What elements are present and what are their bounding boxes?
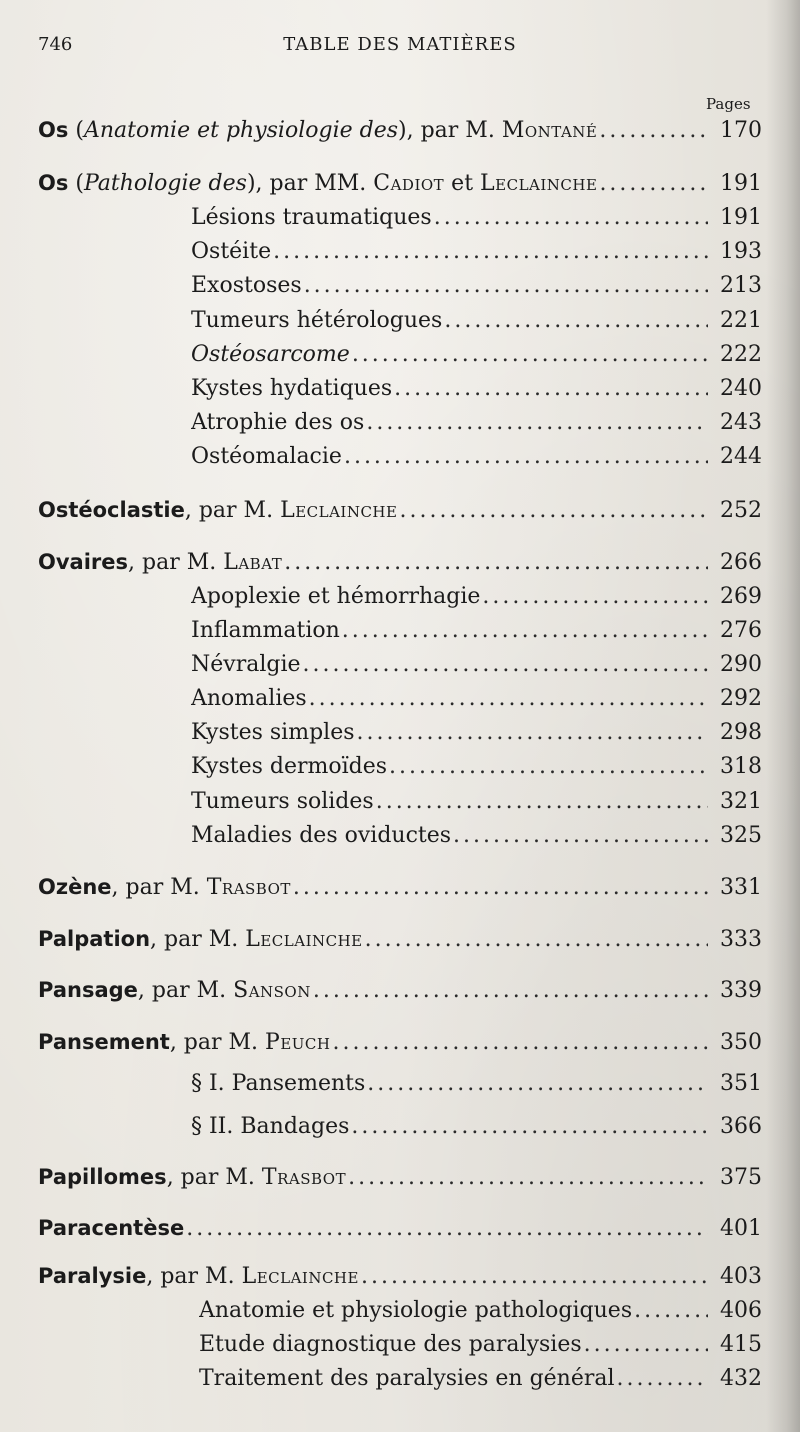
toc-subentry[interactable] xyxy=(191,372,762,406)
toc-entry[interactable] xyxy=(38,1259,762,1293)
subentry-label: § II. Bandages xyxy=(191,1114,350,1139)
page-ref: 401 xyxy=(720,1216,762,1241)
dot-leader xyxy=(361,1260,708,1294)
entry-text-post: , par M. xyxy=(128,550,224,575)
page-ref: 292 xyxy=(720,686,762,711)
subentry-label: § I. Pansements xyxy=(191,1071,366,1096)
subentry-label: Anomalies xyxy=(191,686,307,711)
entry-text xyxy=(38,1259,359,1294)
dot-leader xyxy=(367,1067,708,1101)
toc-entry[interactable] xyxy=(38,113,762,147)
page-ref: 191 xyxy=(720,171,762,196)
entry-text xyxy=(38,1211,184,1246)
toc-entry[interactable] xyxy=(38,870,762,904)
entry-text xyxy=(191,1067,365,1101)
dot-leader xyxy=(309,682,708,716)
entry-text xyxy=(38,870,291,905)
dot-leader xyxy=(313,974,708,1008)
entry-author: Trasbot xyxy=(261,1165,347,1190)
toc-entry[interactable] xyxy=(38,1025,762,1059)
dot-leader xyxy=(599,167,708,201)
dot-leader xyxy=(365,923,708,957)
page-ref: 276 xyxy=(720,618,762,643)
subentry-label: Kystes simples xyxy=(191,720,355,745)
toc-subentry[interactable] xyxy=(191,580,762,614)
page-ref: 266 xyxy=(720,550,762,575)
entry-text xyxy=(191,819,451,853)
entry-text xyxy=(38,166,597,201)
page-ref: 290 xyxy=(720,652,762,677)
toc-subentry[interactable] xyxy=(191,304,762,338)
dot-leader xyxy=(599,114,708,148)
dot-leader xyxy=(389,750,708,784)
toc-entry[interactable] xyxy=(38,973,762,1007)
subentry-label: Atrophie des os xyxy=(191,410,365,435)
page-header xyxy=(38,34,762,60)
subentry-label: Exostoses xyxy=(191,273,302,298)
entry-text xyxy=(191,235,271,269)
toc-subentry[interactable] xyxy=(191,235,762,269)
entry-author: Leclainche xyxy=(245,927,363,952)
entry-text xyxy=(191,682,307,716)
page-ref: 351 xyxy=(720,1071,762,1096)
entry-title: Paralysie xyxy=(38,1264,147,1288)
entry-subject: Pathologie des xyxy=(83,171,247,196)
entry-text xyxy=(191,440,342,474)
entry-text xyxy=(199,1328,582,1362)
page-ref: 432 xyxy=(720,1366,762,1391)
toc-subentry[interactable] xyxy=(191,785,762,819)
entry-author: Peuch xyxy=(265,1030,331,1055)
toc-entry[interactable] xyxy=(38,166,762,200)
page-ref: 213 xyxy=(720,273,762,298)
subentry-label: Inflammation xyxy=(191,618,340,643)
page-ref: 415 xyxy=(720,1332,762,1357)
entry-title: Ovaires xyxy=(38,550,129,574)
toc-subentry[interactable] xyxy=(191,1110,762,1144)
entry-text xyxy=(191,406,364,440)
subentry-label: Maladies des oviductes xyxy=(191,823,452,848)
entry-text xyxy=(191,1110,349,1144)
page-ref: 333 xyxy=(720,927,762,952)
toc-entry[interactable] xyxy=(38,1211,762,1245)
entry-subject: Anatomie et physiologie des xyxy=(83,118,399,143)
entry-text-post: , par M. xyxy=(146,1264,242,1289)
dot-leader xyxy=(366,406,708,440)
dot-leader xyxy=(348,1161,708,1195)
dot-leader xyxy=(482,580,708,614)
entry-text xyxy=(191,304,442,338)
entry-text xyxy=(38,493,397,528)
entry-text-post: , par M. xyxy=(169,1030,266,1055)
page-ref: 193 xyxy=(720,239,762,264)
toc-subentry[interactable] xyxy=(191,750,762,784)
entry-text-post: , par M. xyxy=(137,978,234,1003)
entry-author: Trasbot xyxy=(206,875,291,900)
dot-leader xyxy=(399,494,708,528)
toc-entry[interactable] xyxy=(38,1160,762,1194)
entry-text xyxy=(191,269,302,303)
entry-text xyxy=(191,648,301,682)
page-ref: 243 xyxy=(720,410,762,435)
page-ref: 339 xyxy=(720,978,762,1003)
page-ref: 244 xyxy=(720,444,762,469)
toc-subentry[interactable] xyxy=(199,1328,762,1362)
toc-subentry[interactable] xyxy=(191,201,762,235)
subentry-label: Etude diagnostique des paralysies xyxy=(199,1332,582,1357)
toc-subentry[interactable] xyxy=(191,406,762,440)
entry-title: Palpation xyxy=(38,927,151,951)
subentry-label: Lésions traumatiques xyxy=(191,205,432,230)
entry-text xyxy=(191,785,374,819)
toc-subentry[interactable] xyxy=(191,269,762,303)
entry-author: Leclainche xyxy=(241,1264,359,1289)
dot-leader xyxy=(444,304,708,338)
toc-entry[interactable] xyxy=(38,493,762,527)
page-ref: 191 xyxy=(720,205,762,230)
entry-text xyxy=(38,1025,330,1060)
entry-text xyxy=(191,614,340,648)
dot-leader xyxy=(351,1110,708,1144)
entry-text xyxy=(38,973,311,1008)
subentry-label: Kystes hydatiques xyxy=(191,376,393,401)
toc-subentry[interactable] xyxy=(199,1294,762,1328)
subentry-label: Kystes dermoïdes xyxy=(191,754,388,779)
subentry-label: Apoplexie et hémorrhagie xyxy=(191,584,481,609)
entry-text xyxy=(191,338,350,372)
dot-leader xyxy=(304,269,708,303)
entry-author: Leclainche xyxy=(280,498,398,523)
entry-text-post: ), par MM. xyxy=(246,171,374,196)
entry-title: Pansement xyxy=(38,1030,170,1054)
dot-leader xyxy=(376,785,708,819)
entry-text-pre: ( xyxy=(68,118,84,143)
toc-entry[interactable] xyxy=(38,545,762,579)
toc-subentry[interactable] xyxy=(199,1362,762,1396)
entry-text xyxy=(199,1362,615,1396)
dot-leader xyxy=(273,235,708,269)
page-ref: 170 xyxy=(720,118,762,143)
page-ref: 325 xyxy=(720,823,762,848)
toc-subentry[interactable] xyxy=(191,682,762,716)
running-title: TABLE DES MATIÈRES xyxy=(283,34,517,55)
page-ref: 403 xyxy=(720,1264,762,1289)
entry-text xyxy=(191,580,480,614)
entry-text xyxy=(191,750,387,784)
entry-author: Cadiot xyxy=(373,171,445,196)
page-ref: 406 xyxy=(720,1298,762,1323)
page-ref: 321 xyxy=(720,789,762,814)
entry-title: Os xyxy=(38,171,69,195)
page-ref: 366 xyxy=(720,1114,762,1139)
entry-title: Ozène xyxy=(38,875,112,899)
dot-leader xyxy=(394,372,708,406)
page-ref: 375 xyxy=(720,1165,762,1190)
entry-text xyxy=(38,545,282,580)
entry-text-post: , par M. xyxy=(150,927,246,952)
page-ref: 221 xyxy=(720,308,762,333)
page-ref: 331 xyxy=(720,875,762,900)
dot-leader xyxy=(357,716,708,750)
pages-column-label: Pages xyxy=(706,95,751,113)
dot-leader xyxy=(352,338,708,372)
toc-subentry[interactable] xyxy=(191,440,762,474)
toc-entry[interactable] xyxy=(38,922,762,956)
entry-title: Papillomes xyxy=(38,1165,167,1189)
page-ref: 350 xyxy=(720,1030,762,1055)
entry-author: Labat xyxy=(223,550,283,575)
subentry-label: Ostéite xyxy=(191,239,272,264)
entry-text xyxy=(191,372,392,406)
entry-text-post: , par M. xyxy=(184,498,281,523)
entry-title: Pansage xyxy=(38,978,138,1002)
subentry-label: Ostéosarcome xyxy=(191,342,350,367)
entry-title: Ostéoclastie xyxy=(38,498,185,522)
subentry-label: Traitement des paralysies en général xyxy=(199,1366,615,1391)
dot-leader xyxy=(186,1212,708,1246)
entry-text xyxy=(38,922,363,957)
entry-text-post: ), par M. xyxy=(398,118,502,143)
dot-leader xyxy=(617,1362,708,1396)
dot-leader xyxy=(332,1026,708,1060)
dot-leader xyxy=(453,819,708,853)
toc-subentry[interactable] xyxy=(191,648,762,682)
subentry-label: Ostéomalacie xyxy=(191,444,342,469)
entry-title: Os xyxy=(38,118,69,142)
dot-leader xyxy=(293,871,708,905)
entry-text-pre: ( xyxy=(68,171,84,196)
entry-author: Montané xyxy=(501,118,598,143)
entry-join: et xyxy=(444,171,481,196)
dot-leader xyxy=(634,1294,708,1328)
entry-text-post: , par M. xyxy=(111,875,207,900)
page-ref: 240 xyxy=(720,376,762,401)
subentry-label: Anatomie et physiologie pathologiques xyxy=(199,1298,633,1323)
entry-text xyxy=(191,716,355,750)
page-ref: 222 xyxy=(720,342,762,367)
toc-subentry[interactable] xyxy=(191,1067,762,1101)
entry-text xyxy=(199,1294,632,1328)
page-ref: 252 xyxy=(720,498,762,523)
toc-subentry[interactable] xyxy=(191,614,762,648)
entry-author: Sanson xyxy=(233,978,311,1003)
entry-author-2: Leclainche xyxy=(480,171,598,196)
entry-text-post: , par M. xyxy=(166,1165,262,1190)
toc-subentry[interactable] xyxy=(191,716,762,750)
dot-leader xyxy=(584,1328,708,1362)
page-ref: 298 xyxy=(720,720,762,745)
entry-text xyxy=(191,201,432,235)
subentry-label: Tumeurs hétérologues xyxy=(191,308,443,333)
page-ref: 318 xyxy=(720,754,762,779)
page-ref: 269 xyxy=(720,584,762,609)
entry-title: Paracentèse xyxy=(38,1216,185,1240)
subentry-label: Névralgie xyxy=(191,652,301,677)
subentry-label: Tumeurs solides xyxy=(191,789,374,814)
toc-subentry[interactable] xyxy=(191,338,762,372)
dot-leader xyxy=(303,648,708,682)
entry-text xyxy=(38,113,597,148)
toc-subentry[interactable] xyxy=(191,819,762,853)
entry-text xyxy=(38,1160,346,1195)
dot-leader xyxy=(342,614,708,648)
dot-leader xyxy=(434,201,708,235)
dot-leader xyxy=(344,440,708,474)
dot-leader xyxy=(284,546,708,580)
page-number: 746 xyxy=(38,34,73,55)
